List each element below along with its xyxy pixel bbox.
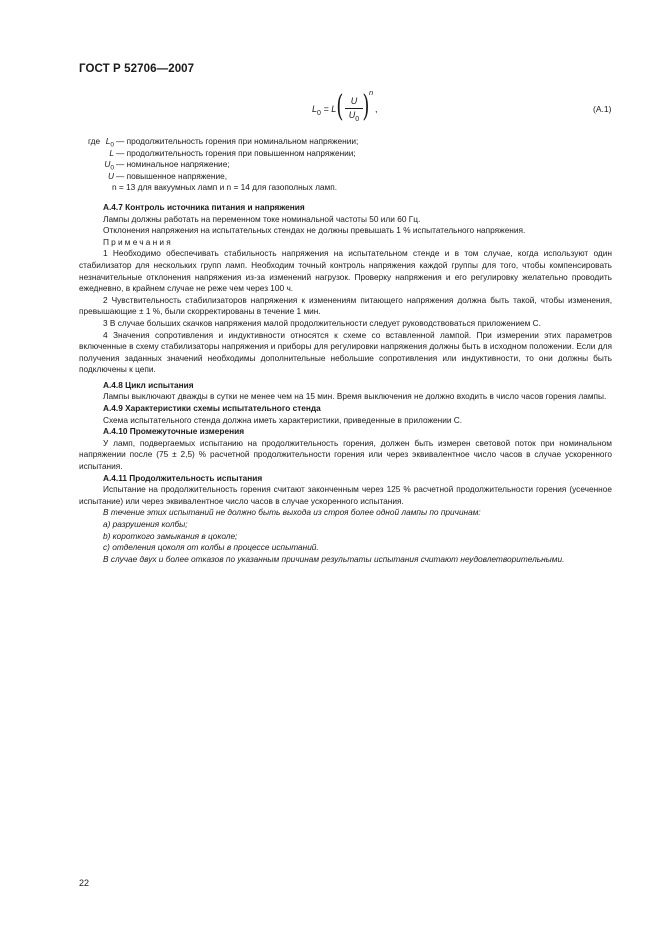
formula-right-paren: ) (362, 89, 370, 124)
definition-text: — продолжительность горения при повышенном напряжении; (116, 147, 356, 158)
paragraph: Лампы должны работать на переменном токе номинальной частоты 50 или 60 Гц. (103, 213, 421, 224)
formula-numerator: U (350, 96, 358, 106)
formula-comma: , (375, 104, 378, 114)
definition-symbol-letter: U (104, 159, 111, 170)
standard-header: ГОСТ Р 52706—2007 (79, 63, 195, 75)
formula-a1 (312, 88, 402, 130)
definitions-lead: где (88, 136, 101, 146)
paragraph-italic: В случае двух и более отказов по указанным причинам результаты испытания считают неудовлетворительными. (103, 553, 565, 564)
definition-text: — продолжительность горения при номинальном напряжении; (116, 136, 359, 146)
note-1: 1 Необходимо обеспечивать стабильность напряжения на испытательном стенде и в том случае, когда используют один стабилизатор для нескольких групп ламп. Необходим точный контроль напряжения каждой группы для того, чтобы компенсировать незначительные отклонения напряжения из-за изменений нагрузок. Проверку напряжения и его регулировку желательно проводить ежедневно, в крайнем случае не реже чем через 100 ч. (79, 248, 612, 294)
list-item: с) отделения цоколя от колбы в процессе испытаний. (103, 542, 319, 553)
definition-symbol-sub: 0 (110, 141, 114, 149)
paragraph: Отклонения напряжения на испытательных стендах не должны превышать 1 % испытательного напряжения. (103, 225, 526, 236)
page-number: 22 (79, 878, 90, 888)
section-heading-a410: А.4.10 Промежуточные измерения (103, 426, 245, 437)
paragraph-italic: В течение этих испытаний не должно быть выхода из строя более одной лампы по причинам: (103, 507, 481, 518)
definition-symbol-sub: 0 (110, 164, 114, 172)
definition-symbol-letter: U (108, 170, 114, 181)
formula-den-symbol: U (348, 110, 356, 120)
fraction-bar (345, 108, 363, 109)
definition-text: — номинальное напряжение; (116, 159, 230, 170)
notes-title: Примечания (103, 236, 173, 247)
definition-symbol-letter: L (105, 136, 111, 146)
formula-lhs (312, 104, 336, 117)
definitions-list (79, 136, 612, 194)
note-3: 3 В случае больших скачков напряжения малой продолжительности следует руководствоваться приложением С. (103, 317, 541, 328)
definition-row (79, 182, 612, 194)
section-heading-a411: А.4.11 Продолжительность испытания (103, 472, 263, 483)
note-4: 4 Значения сопротивления и индуктивности относятся к схеме со вставленной лампой. При измерении этих параметров включенные в схему стабилизаторы напряжения и приборы для регулировки напряжения должны быть в исходном положении. Если для получения заданных значений необходимы дополнительные небольшие сопротивления или индуктивности, то они должны быть подключены к цепи. (79, 329, 612, 375)
definition-text: — повышенное напряжение, (116, 170, 228, 181)
definition-row (79, 171, 612, 183)
formula-fraction (345, 96, 363, 125)
paragraph: У ламп, подвергаемых испытанию на продолжительность горения, должен быть измерен световой поток при номинальном напряжении после (75 ± 2,5) % расчетной продолжительности горения или через эквивалентное число часов в случае ускоренного испытания. (79, 437, 612, 472)
definition-row (79, 148, 612, 160)
formula-exponent: n (369, 88, 374, 97)
definition-symbol-letter: L (109, 147, 114, 158)
definition-note: n = 13 для вакуумных ламп и n = 14 для газополных ламп. (112, 182, 338, 193)
document-body (79, 136, 612, 565)
formula-lhs-sub: 0 (317, 109, 321, 117)
definition-row (79, 159, 612, 171)
paragraph: Лампы выключают дважды в сутки не менее чем на 15 мин. Время выключения не должно входить в число часов горения лампы. (103, 391, 607, 402)
list-item: b) короткого замыкания в цоколе; (103, 530, 238, 541)
list-item: а) разрушения колбы; (103, 519, 188, 529)
section-heading-a49: А.4.9 Характеристики схемы испытательного стенда (103, 403, 321, 414)
formula-denominator (345, 110, 363, 125)
formula-number: (А.1) (593, 104, 612, 114)
paragraph: Испытание на продолжительность горения считают законченным через 125 % расчетной продолжительности горения (усеченное испытание) или через эквивалентное число часов в случае ускоренного испытания. (79, 484, 612, 506)
note-2: 2 Чувствительность стабилизаторов напряжения к изменениям питающего напряжения должна быть такой, чтобы изменения, превышающие ± 1 %, были скорректированы в течение 1 мин. (79, 294, 612, 317)
formula-left-paren: ( (336, 89, 344, 124)
formula-lhs-symbol: L (312, 104, 318, 114)
section-heading-a47: А.4.7 Контроль источника питания и напряжения (103, 201, 305, 212)
formula-equals-factor: = L (323, 104, 337, 114)
paragraph: Схема испытательного стенда должна иметь характеристики, приведенные в приложении С. (103, 414, 463, 425)
section-heading-a48: А.4.8 Цикл испытания (103, 379, 194, 390)
definition-row (79, 136, 612, 148)
formula-den-sub: 0 (355, 115, 360, 123)
